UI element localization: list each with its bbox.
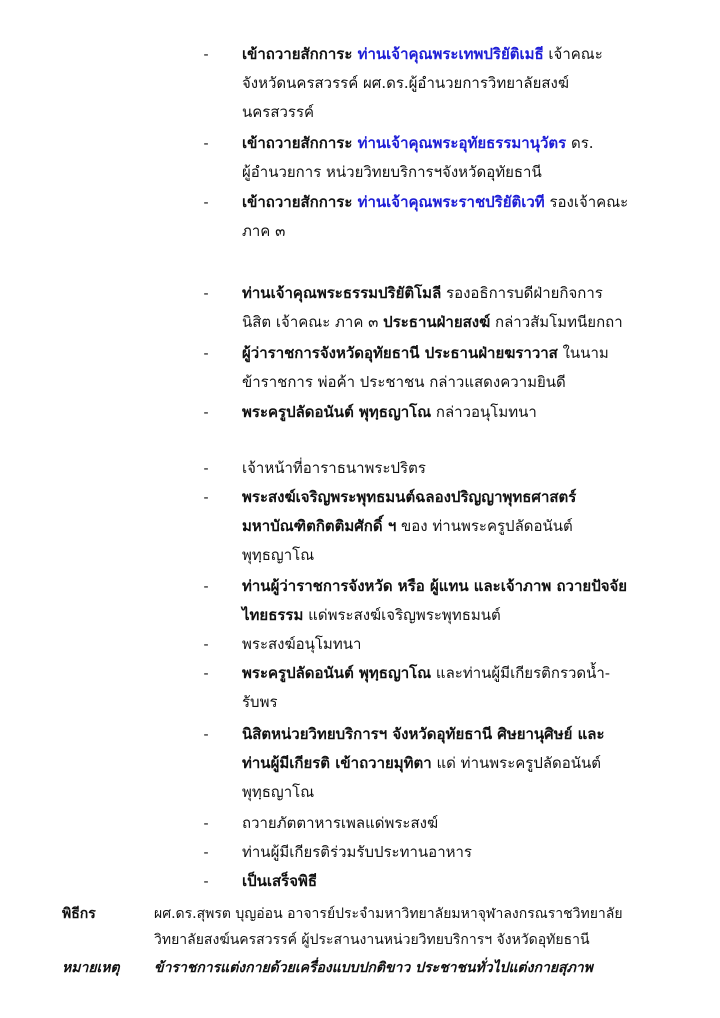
item-line	[242, 368, 662, 397]
item-text	[242, 339, 662, 397]
item-text	[242, 867, 662, 896]
item-line	[242, 659, 662, 688]
text-segment: ภาค ๓	[242, 222, 286, 240]
host-label: พิธีกร	[62, 906, 96, 922]
text-segment: เป็นเสร็จพิธี	[242, 872, 318, 890]
text-segment: เข้าถวายสักการะ	[242, 134, 358, 152]
bullet-dash: -	[203, 193, 209, 211]
item-line	[242, 217, 662, 246]
item-line	[242, 572, 662, 601]
item-text	[242, 129, 662, 187]
honoree-name: ท่านเจ้าคุณพระอุทัยธรรมานุวัตร	[357, 134, 567, 152]
text-segment: รองเจ้าคณะ	[544, 193, 629, 211]
item-text	[242, 838, 662, 867]
item-text	[242, 188, 662, 246]
text-segment: เจ้าคณะ	[543, 45, 603, 63]
text-segment: ท่านผู้มีเกียรติร่วมรับประทานอาหาร	[242, 843, 472, 861]
text-segment: รับพร	[242, 693, 278, 711]
bullet-dash: -	[203, 45, 209, 63]
bullet-dash: -	[203, 872, 209, 890]
honoree-name: ท่านเจ้าคุณพระเทพปริยัติเมธี	[357, 45, 544, 63]
text-segment: ของ ท่านพระครูปลัดอนันต์	[396, 517, 573, 535]
item-line	[242, 541, 662, 570]
text-segment: ไทยธรรม	[242, 606, 304, 624]
item-line	[242, 158, 662, 187]
item-line	[242, 69, 662, 98]
item-text	[242, 398, 662, 427]
text-segment: จังหวัดนครสวรรค์ ผศ.ดร.ผู้อำนวยการวิทยาลัยสงฆ์	[242, 74, 570, 92]
text-segment: ในนาม	[557, 344, 609, 362]
text-segment: รองอธิการบดีฝ่ายกิจการ	[441, 284, 603, 302]
text-segment: ผู้อำนวยการ หน่วยวิทยบริการฯจังหวัดอุทัยธานี	[242, 163, 542, 181]
bullet-dash: -	[203, 577, 209, 595]
item-line	[242, 867, 662, 896]
bullet-dash: -	[203, 284, 209, 302]
item-text	[242, 483, 662, 570]
text-segment: ถวายภัตตาหารเพลแด่พระสงฆ์	[242, 814, 439, 832]
item-line	[242, 720, 662, 749]
item-text	[242, 279, 662, 337]
item-line	[242, 454, 662, 483]
text-segment: ประธานฝ่ายสงฆ์	[383, 313, 491, 331]
bullet-dash: -	[203, 403, 209, 421]
text-segment: พุทฺธญาโณ	[242, 783, 315, 801]
item-line	[242, 339, 662, 368]
item-line	[242, 838, 662, 867]
honoree-name: ท่านเจ้าคุณพระราชปริยัติเวที	[357, 193, 545, 211]
item-text	[242, 40, 662, 127]
text-segment: เข้าถวายสักการะ	[242, 193, 358, 211]
item-text	[242, 630, 662, 659]
item-text	[242, 572, 662, 630]
item-line	[242, 512, 662, 541]
host-line-1: ผศ.ดร.สุพรต บุญอ่อน อาจารย์ประจำมหาวิทยาลัยมหาจุฬาลงกรณราชวิทยาลัย	[154, 906, 623, 922]
item-text	[242, 809, 662, 838]
text-segment: เจ้าหน้าที่อาราธนาพระปริตร	[242, 459, 426, 477]
text-segment: ข้าราชการ พ่อค้า ประชาชน กล่าวแสดงความยินดี	[242, 373, 566, 391]
note-text: ข้าราชการแต่งกายด้วยเครื่องแบบปกติขาว ประชาชนทั่วไปแต่งกายสุภาพ	[154, 960, 593, 976]
item-line	[242, 40, 662, 69]
text-segment: นิสิตหน่วยวิทยบริการฯ จังหวัดอุทัยธานี ศิษยานุศิษย์ และ	[242, 725, 605, 743]
text-segment: กล่าวอนุโมทนา	[431, 403, 537, 421]
bullet-dash: -	[203, 134, 209, 152]
text-segment: พุทฺธญาโณ	[242, 546, 315, 564]
bullet-dash: -	[203, 843, 209, 861]
text-segment: ผู้ว่าราชการจังหวัดอุทัยธานี ประธานฝ่ายฆราวาส	[242, 344, 558, 362]
item-line	[242, 749, 662, 778]
text-segment: มหาบัณฑิตกิตติมศักดิ์ ฯ	[242, 517, 397, 535]
item-text	[242, 720, 662, 807]
item-line	[242, 279, 662, 308]
bullet-dash: -	[203, 459, 209, 477]
item-line	[242, 308, 662, 337]
host-line-2: วิทยาลัยสงฆ์นครสวรรค์ ผู้ประสานงานหน่วยวิทยบริการฯ จังหวัดอุทัยธานี	[154, 932, 590, 948]
text-segment: ท่านผู้ว่าราชการจังหวัด หรือ ผู้แทน และเจ้าภาพ ถวายปัจจัย	[242, 577, 628, 595]
text-segment: นิสิต เจ้าคณะ ภาค ๓	[242, 313, 384, 331]
bullet-dash: -	[203, 635, 209, 653]
text-segment: ดร.	[566, 134, 594, 152]
item-line	[242, 601, 662, 630]
text-segment: ท่านผู้มีเกียรติ เข้าถวายมุทิตา	[242, 754, 432, 772]
item-line	[242, 483, 662, 512]
item-line	[242, 630, 662, 659]
bullet-dash: -	[203, 344, 209, 362]
item-line	[242, 778, 662, 807]
item-line	[242, 98, 662, 127]
text-segment: ท่านเจ้าคุณพระธรรมปริยัติโมลี	[242, 284, 442, 302]
text-segment: พระครูปลัดอนันต์ พุทฺธญาโณ	[242, 664, 432, 682]
bullet-dash: -	[203, 488, 209, 506]
text-segment: แด่พระสงฆ์เจริญพระพุทธมนต์	[303, 606, 501, 624]
text-segment: พระสงฆ์อนุโมทนา	[242, 635, 362, 653]
text-segment: พระสงฆ์เจริญพระพุทธมนต์ฉลองปริญญาพุทธศาสตร์	[242, 488, 577, 506]
item-text	[242, 454, 662, 483]
text-segment: เข้าถวายสักการะ	[242, 45, 358, 63]
bullet-dash: -	[203, 664, 209, 682]
text-segment: แด่ ท่านพระครูปลัดอนันต์	[431, 754, 602, 772]
item-line	[242, 688, 662, 717]
item-line	[242, 188, 662, 217]
bullet-dash: -	[203, 725, 209, 743]
text-segment: และท่านผู้มีเกียรติกรวดน้ำ-	[431, 664, 610, 682]
item-line	[242, 809, 662, 838]
item-line	[242, 129, 662, 158]
item-line	[242, 398, 662, 427]
item-text	[242, 659, 662, 717]
text-segment: พระครูปลัดอนันต์ พุทฺธญาโณ	[242, 403, 432, 421]
text-segment: นครสวรรค์	[242, 103, 315, 121]
note-label: หมายเหตุ	[62, 960, 120, 976]
bullet-dash: -	[203, 814, 209, 832]
text-segment: กล่าวสัมโมทนียกถา	[490, 313, 623, 331]
